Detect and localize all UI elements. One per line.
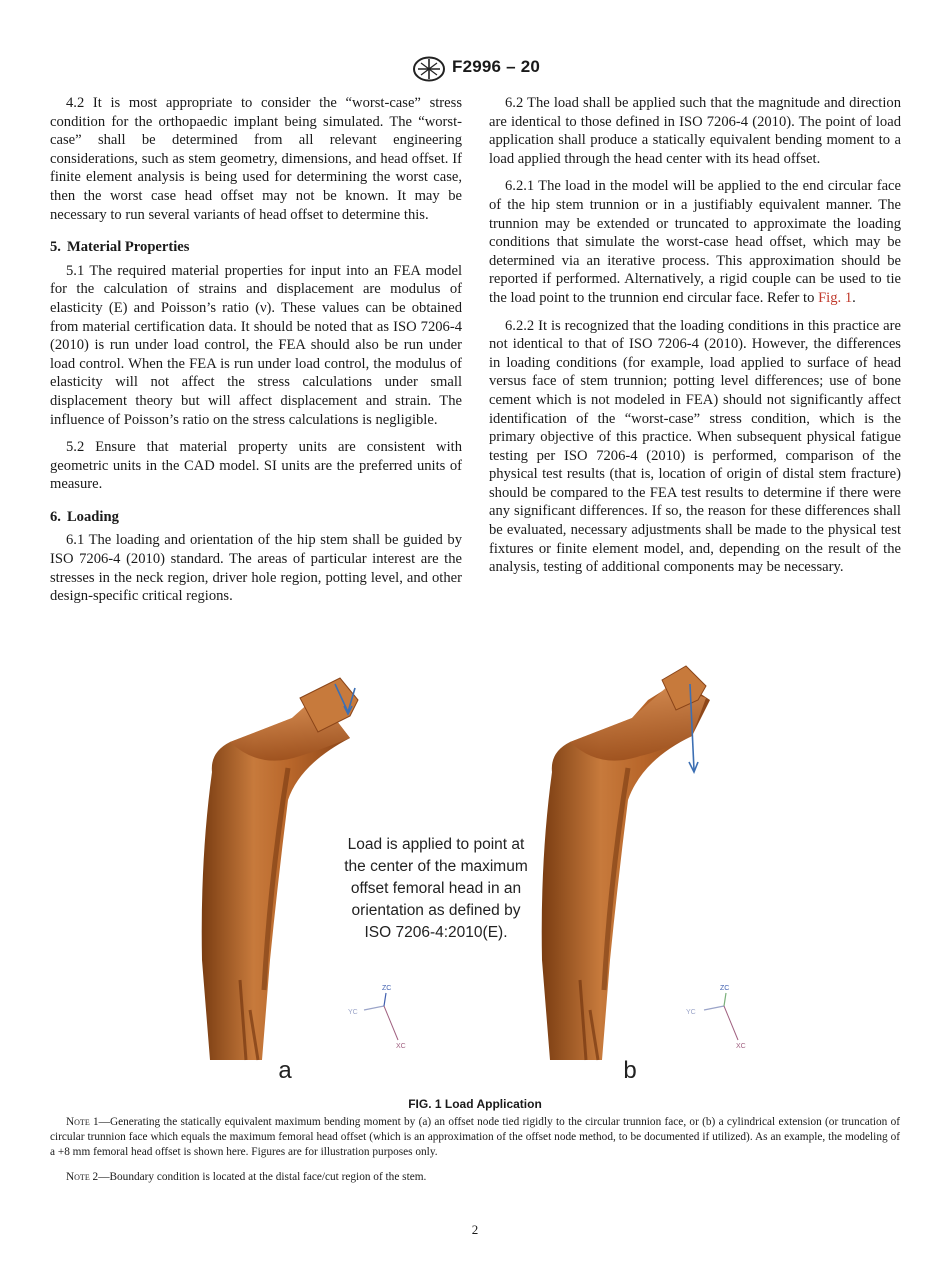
section-6-title: Loading xyxy=(66,508,119,525)
figure-notes xyxy=(50,1115,900,1194)
annotation-line-2: the center of the maximum xyxy=(344,858,528,875)
section-5-title: Material Properties xyxy=(66,239,190,256)
coordinate-axes-b xyxy=(686,985,746,1050)
note-1-label: Note 1 xyxy=(66,1116,99,1128)
paragraph-6-2-2: 6.2.2 It is recognized that the loading conditions in this practice are not identical to that of ISO 7206-4 (2010). However, the differences in loading conditions (for example, load applied to surface of head versus face of stem trunnion; potting level differences; use of bone cement which is not modeled in FEA) should not significantly affect identification of the “worst-case” stress condition, which is the primary objective of this practice. When subsequent physical fatigue testing per ISO 7206-4 (2010) is performed, comparison of the physical test results (that is, location of origin of distal stem fracture) should be compared to the FEA test results to determine if there were any significant differences. If so, the reason for these differences shall be evaluated, necessary adjustments shall be made to the physical test fixtures or finite element model, and, depending on the result of the analysis, testing of additional components may be necessary. xyxy=(489,317,901,576)
hip-stem-a-image xyxy=(202,678,358,1060)
section-5-number: 5. xyxy=(50,239,61,256)
section-5-heading xyxy=(50,238,462,257)
figure-load-application xyxy=(200,660,760,1090)
annotation-line-4: orientation as defined by xyxy=(351,902,521,919)
astm-logo-icon xyxy=(412,56,446,82)
note-2-text: —Boundary condition is located at the distal face/cut region of the stem. xyxy=(98,1170,427,1183)
note-1-text: —Generating the statically equivalent maximum bending moment by (a) an offset node tied rigidly to the circular trunnion face, or (b) a cylindrical extension (or truncation of circular trunnion face which equals the maximum femoral head offset (which is an approximation of the offset node method, to be documented if utilized). As an example, the modeling of a +8 mm femoral head offset is shown here. Figures are for illustration purposes only. xyxy=(50,1116,900,1159)
note-1 xyxy=(50,1115,900,1161)
note-2-label: Note 2 xyxy=(66,1170,99,1183)
paragraph-4-2: 4.2 It is most appropriate to consider the “worst-case” stress condition for the orthopaedic implant being simulated. The “worst-case” shall be determined from all relevant engineering considerations, such as stem geometry, dimensions, and head offset. If finite element analysis is being used for determining the worst case, then the worst case head offset may not be known. It may be necessary to run several variants of head offset to determine this. xyxy=(50,95,462,223)
hip-stem-b-image xyxy=(542,666,710,1060)
annotation-line-3: offset femoral head in an xyxy=(350,880,522,897)
annotation-line-5: ISO 7206-4:2010(E). xyxy=(364,924,508,941)
paragraph-5-1: 5.1 The required material properties for input into an FEA model for the calculation of strains and displacement are modulus of elasticity (E) and Poisson’s ratio (ν). These values can be obtained from material certification data. It should be noted that as ISO 7206-4 (2010) is run under load control, the FEA should also be run under load control. When the FEA is run under load control, the modulus of elasticity will not affect the stress calculations under small displacement theory but will affect displacement and strain. The influence of Poisson’s ratio on the stress calculations is negligible. xyxy=(50,262,462,428)
document-id: F2996 – 20 xyxy=(452,57,541,76)
paragraph-6-2-1-end: . xyxy=(852,289,856,306)
page-number: 2 xyxy=(471,1222,479,1237)
figure-caption: FIG. 1 Load Application xyxy=(408,1097,542,1111)
axis-yc-label-a: YC xyxy=(348,1009,358,1016)
axis-zc-label-b: ZC xyxy=(720,985,730,992)
axis-zc-label-a: ZC xyxy=(382,985,392,992)
left-column xyxy=(50,94,462,615)
note-2 xyxy=(50,1170,900,1185)
fig-1-link[interactable]: Fig. 1 xyxy=(818,289,853,306)
paragraph-6-2-1 xyxy=(489,177,901,307)
paragraph-6-1: 6.1 The loading and orientation of the hip stem shall be guided by ISO 7206-4 (2010) standard. The areas of particular interest are the stresses in the neck region, driver hole region, potting level, and other design-specific critical regions. xyxy=(50,532,462,605)
axis-xc-label-a: XC xyxy=(396,1043,406,1050)
axis-yc-label-b: YC xyxy=(686,1009,696,1016)
right-column xyxy=(489,94,901,586)
paragraph-6-2: 6.2 The load shall be applied such that the magnitude and direction are identical to those defined in ISO 7206-4 (2010). The point of load application shall produce a statically equivalent bending moment to a load applied through the head center with its head offset. xyxy=(489,95,901,167)
figure-annotation xyxy=(344,836,528,941)
panel-label-b: b xyxy=(623,1057,637,1084)
section-6-heading xyxy=(50,508,462,527)
axis-xc-label-b: XC xyxy=(736,1043,746,1050)
annotation-line-1: Load is applied to point at xyxy=(347,836,525,853)
paragraph-5-2: 5.2 Ensure that material property units are consistent with geometric units in the CAD model. SI units are the preferred units of measure. xyxy=(50,439,462,493)
page-header xyxy=(0,56,950,82)
panel-label-a: a xyxy=(278,1057,292,1084)
coordinate-axes-a xyxy=(348,985,406,1050)
paragraph-6-2-1-text: 6.2.1 The load in the model will be applied to the end circular face of the hip stem trunnion or in a justifiably equivalent manner. The trunnion may be extended or truncated to approximate the loading conditions that simulate the worst-case head offset, which may be determined via an iterative process. This approximation should be reported if performed. Alternatively, a rigid couple can be used to tie the load point to the trunnion end circular face. Refer to xyxy=(489,178,901,306)
section-6-number: 6. xyxy=(50,508,61,525)
